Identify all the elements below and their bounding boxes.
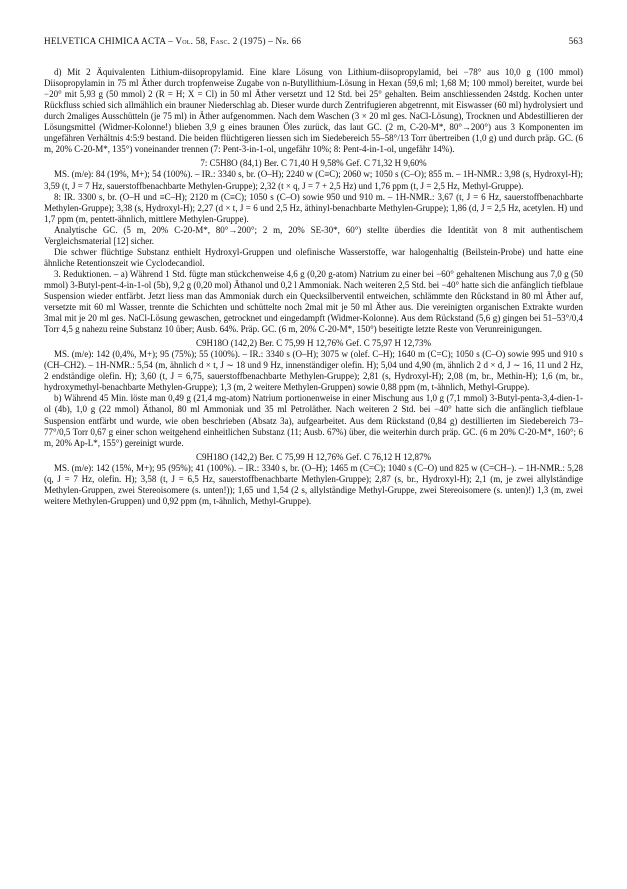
page-header — [44, 36, 583, 47]
analysis-line-11: C9H18O (142,2) Ber. C 75,99 H 12,76% Gef. C 76,12 H 12,87% — [196, 451, 431, 462]
spectra-10: MS. (m/e): 142 (0,4%, M+); 95 (75%); 55 (100%). – IR.: 3340 s (O–H); 3075 w (olef. C–H); 1640 m (C=C); 1050 s (C–O) sowie 995 und 910 s (CH–CH2). – 1H-NMR.: 5,54 (m, ähnlich d × t, J ∼ 18 und 9 Hz, innenständiger olefin. H); 5,04 und 4,90 (m, ähnlich 2 d × d, J ∼ 16, 11 und 2 Hz, 2 endständige olefin. H); 3,60 (t, J = 6,75, sauerstoffbenachbarte Methylen-Gruppe); 2,81 (s, Hydroxyl-H); 2,08 (m, br., Methin-H); 1,6 (m, br., hydroxymethyl-benachbarte Methylen-Gruppe); 1,3 (m, 2 weitere Methylen-Gruppen) sowie 0,88 ppm (m, t-ähnlich, Methyl-Gruppe). — [44, 349, 583, 393]
analysis-line-10: C9H18O (142,2) Ber. C 75,99 H 12,76% Gef. C 75,97 H 12,73% — [196, 338, 431, 349]
analytical-gc-paragraph: Analytische GC. (5 m, 20% C-20-M*, 80°→200°; 2 m, 20% SE-30*, 60°) stellte überdies die Identität von 8 mit authentischem Vergleichsmaterial [12] sicher. — [44, 224, 583, 246]
analysis-line-7: 7: C5H8O (84,1) Ber. C 71,40 H 9,58% Gef. C 71,32 H 9,60% — [200, 158, 427, 169]
running-head: HELVETICA CHIMICA ACTA – Vol. 58, Fasc. 2 (1975) – Nr. 66 — [44, 36, 302, 46]
spectra-11: MS. (m/e): 142 (15%, M+); 95 (95%); 41 (100%). – IR.: 3340 s, br. (O–H); 1465 m (C=C); 1040 s (C–O) und 825 w (C=CH–). – 1H-NMR.: 5,28 (q, J = 7 Hz, olefin. H); 3,58 (t, J = 6,5 Hz, sauerstoffbenachbarte Methylen-Gruppe); 2,87 (s, br., Hydroxyl-H); 2,1 (m, je zwei allylständige Methylen-Gruppen, zwei Stereoisomere (s. unten!)); 1,65 und 1,54 (2 s, allylständige Methyl-Gruppe, zwei Stereoisomere (s. unten)!) 1,3 (m, zwei weitere Methylen-Gruppen) und 0,92 ppm (m, t-ähnlich, Methyl-Gruppe). — [44, 462, 583, 506]
heavy-substance-paragraph: Die schwer flüchtige Substanz enthielt Hydroxyl-Gruppen und olefinische Wasserstoffe, war halogenhaltig (Beilstein-Probe) und hatte eine ähnliche Retentionszeit wie Cyclodecandiol. — [44, 246, 583, 268]
page-number: 563 — [568, 36, 583, 46]
section-3-reductions-a: 3. Reduktionen. – a) Während 1 Std. fügte man stückchenweise 4,6 g (0,20 g-atom) Natrium zu einer bei −60° gehaltenen Mischung aus 7,0 g (50 mmol) 3-Butyl-pent-4-in-1-ol (5b), 9,2 g (0,20 mol) Äthanol und 0,2 l Ammoniak. Nach weiteren 2,5 Std. bei −40° hatte sich die anfänglich tiefblaue Suspension wieder entfärbt. Jetzt liess man das Ammoniak durch ein Quecksilberventil entweichen, schlämmte den Rückstand in 80 ml Äther auf, versetzte mit 60 ml Wasser, trennte die Schichten und schüttelte noch 2mal mit je 50 ml Äther aus. Die vereinigten organischen Extrakte wurden 3mal mit je 20 ml ges. NaCl-Lösung gewaschen, getrocknet und eingedampft (Widmer-Kolonne). Aus dem Rückstand (5,6 g) gingen bei 51–53°/0,4 Torr 4,5 g nahezu reine Substanz 10 über; Ausb. 64%. Präp. GC. (6 m, 20% C-20-M*, 150°) beseitigte letzte Reste von Verunreinigungen. — [44, 268, 583, 335]
spectra-7: MS. (m/e): 84 (19%, M+); 54 (100%). – IR.: 3340 s, br. (O–H); 2240 w (C≡C); 2060 w; 1050 s (C–O); 855 m. – 1H-NMR.: 3,98 (s, Hydroxyl-H); 3,59 (t, J = 7 Hz, sauerstoffbenachbarte Methylen-Gruppe); 2,32 (t × q, J = 7 + 2,5 Hz) und 1,76 ppm (t, J = 2,5 Hz, Methyl-Gruppe). — [44, 169, 583, 191]
paragraph-d-lithium-diisopropylamid: d) Mit 2 Äquivalenten Lithium-diisopropylamid. Eine klare Lösung von Lithium-diisopropylamid, bei −78° aus 10,0 g (100 mmol) Diisopropylamin in 75 ml Äther durch tropfenweise Zugabe von n-Butyllithium-Lösung in Hexan (59,6 ml; 1,68 M; 100 mmol) bereitet, wurde bei −20° mit 5,93 g (50 mmol) 2 (R = H; X = Cl) in 50 ml Äther versetzt und 12 Std. bei 25° gehalten. Beim anschliessenden 24stdg. Kochen unter Rückfluss schied sich allmählich ein brauner Niederschlag ab. Dieser wurde durch Zentrifugieren abgetrennt, mit Eiswasser (60 ml) hydrolysiert und durch 2maliges Ausschütteln (je 75 ml) in Äther aufgenommen. Nach dem Waschen (3 × 20 ml ges. NaCl-Lösung), Trocknen und Abdestillieren der Lösungsmittel (Widmer-Kolonne!) blieben 3,9 g eines braunen Öles zurück, das laut GC. (2 m, C-20-M*, 80°→200°) aus 3 Komponenten im ungefähren Verhältnis 4:5:9 bestand. Die beiden flüchtigeren liessen sich im Siedebereich 55–58°/13 Torr übertreiben (1,0 g) und durch präp. GC. (6 m, 20% C-20-M*, 135°) voneinander trennen (7: Pent-3-in-1-ol, ungefähr 10%; 8: Pent-4-in-1-ol, ungefähr 14%). — [44, 67, 583, 155]
section-3-reductions-b: b) Während 45 Min. löste man 0,49 g (21,4 mg-atom) Natrium portionenweise in einer Mischung aus 1,0 g (7,1 mmol) 3-Butyl-penta-3,4-dien-1-ol (4b), 1,0 g (22 mmol) Äthanol, 80 ml Ammoniak und 35 ml Petroläther. Nach weiteren 2 Std. bei −40° hatte sich die anfänglich tiefblaue Suspension entfärbt und wurde, wie oben beschrieben (Absatz 3a), aufgearbeitet. Aus dem Rückstand (0,84 g) destillierten im Siedebereich 73–77°/0,5 Torr 0,67 g einer schon weitgehend einheitlichen Substanz (11; Ausb. 67%) über, die weiterhin durch präp. GC. (6 m 20% C-20-M*, 160°; 6 m, 20% Ap-L*, 155°) gereinigt wurde. — [44, 393, 583, 448]
spectra-8: 8: IR. 3300 s, br. (O–H und ≡C–H); 2120 m (C≡C); 1050 s (C–O) sowie 950 und 910 m. – 1H-NMR.: 3,67 (t, J = 6 Hz, sauerstoffbenachbarte Methylen-Gruppe); 3,38 (s, Hydroxyl-H); 2,27 (d × t, J = 6 und 2,5 Hz, äthinyl-benachbarte Methylen-Gruppe); 1,86 (d, J = 2,5 Hz, acetylen. H) und 1,7 ppm (m, pentett-ähnlich, mittlere Methylen-Gruppe). — [44, 191, 583, 224]
